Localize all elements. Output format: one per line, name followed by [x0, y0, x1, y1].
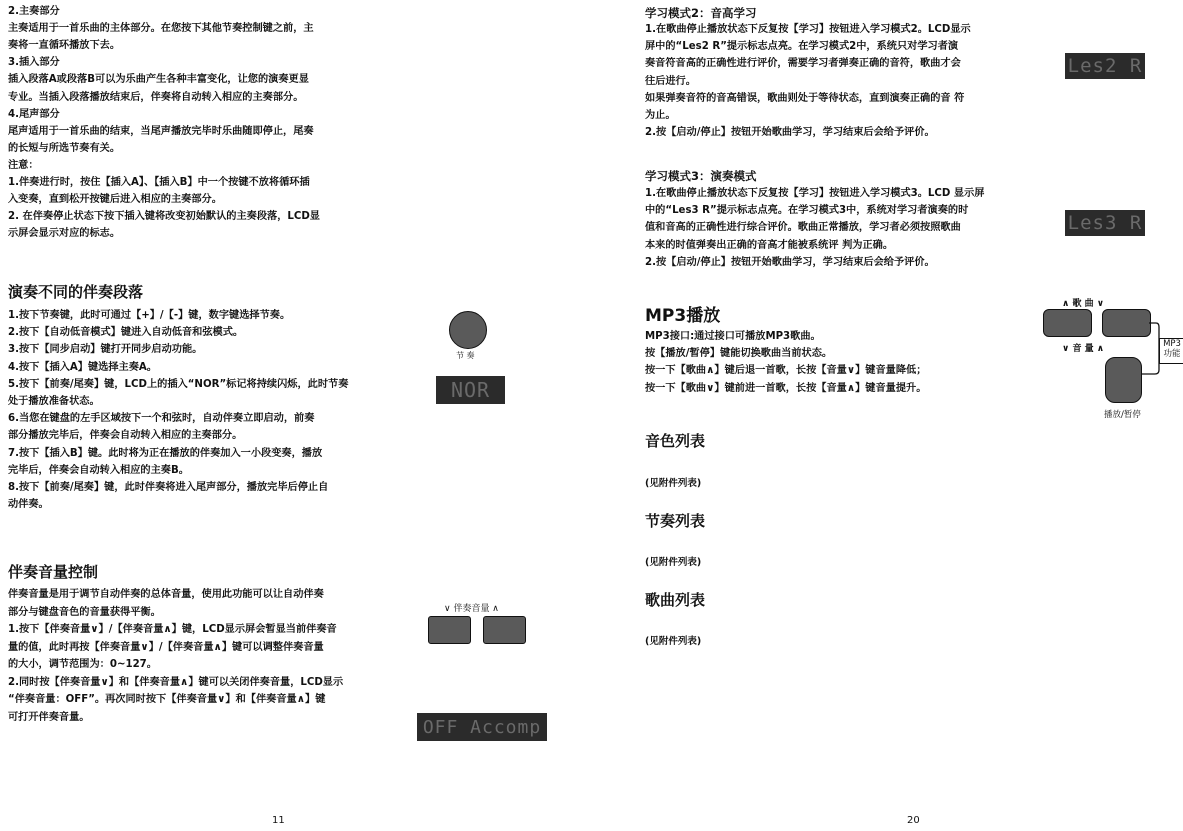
rhythm-list-note: (见附件列表) [645, 557, 702, 568]
play-pause-button[interactable] [1105, 357, 1142, 403]
lcd-les2-display: Les2 R [1065, 53, 1145, 79]
text-line: 中的“Les3 R”提示标志点亮。在学习模式3中，系统对学习者演奏的时 [645, 205, 969, 217]
song-list-title: 歌曲列表 [645, 591, 706, 609]
play-pause-label: 播放/暂停 [1104, 410, 1141, 420]
text-line: 动伴奏。 [8, 499, 49, 511]
text-line: 量的值，此时再按【伴奏音量∨】/【伴奏音量∧】键可以调整伴奏音量 [8, 641, 324, 653]
text-line: 2.按【启动/停止】按钮开始歌曲学习，学习结束后会给予评价。 [645, 127, 935, 139]
song-label: ∧ 歌 曲 ∨ [1062, 299, 1105, 309]
text-line: 伴奏音量是用于调节自动伴奏的总体音量，使用此功能可以让自动伴奏 [8, 589, 324, 600]
accomp-volume-label: ∨ 伴奏音量 ∧ [444, 604, 499, 614]
text-line: 5.按下【前奏/尾奏】键，LCD上的插入“NOR”标记将持续闪烁，此时节奏 [8, 378, 349, 390]
voice-list-title: 音色列表 [645, 432, 706, 450]
rhythm-button-label: 节 奏 [456, 351, 475, 360]
learning-mode-2-title: 学习模式2：音高学习 [645, 6, 757, 20]
text-line: 4.按下【插入A】键选择主奏A。 [8, 361, 157, 373]
text-line: 7.按下【插入B】键。此时将为正在播放的伴奏加入一小段变奏，播放 [8, 447, 323, 459]
learning-mode-3-title: 学习模式3：演奏模式 [645, 169, 757, 183]
text-line: 的长短与所选节奏有关。 [8, 142, 121, 154]
text-line: 6.当您在键盘的左手区域按下一个和弦时，自动伴奏立即启动，前奏 [8, 413, 315, 425]
text-line: 1.按下节奏键，此时可通过【+】/【-】键，数字键选择节奏。 [8, 310, 291, 321]
text-line: 2.按【启动/停止】按钮开始歌曲学习，学习结束后会给予评价。 [645, 256, 935, 268]
mp3-function-tag [1159, 338, 1183, 364]
text-line: 如果弹奏音符的音高错误，歌曲则处于等待状态，直到演奏正确的音 符 [645, 92, 965, 104]
text-line: 部分播放完毕后，伴奏会自动转入相应的主奏部分。 [8, 430, 243, 442]
text-line: 按一下【歌曲∨】键前进一首歌，长按【音量∧】键音量提升。 [645, 382, 927, 394]
text-line: 3.按下【同步启动】键打开同步启动功能。 [8, 344, 203, 356]
accomp-volume-down-button[interactable] [428, 616, 471, 644]
lcd-off-accomp-display: OFF Accomp [417, 713, 547, 741]
volume-label: ∨ 音 量 ∧ [1062, 344, 1105, 354]
text-line: 屏中的“Les2 R”提示标志点亮。在学习模式2中，系统只对学习者演 [645, 41, 959, 53]
text-line: 3.插入部分 [8, 57, 60, 69]
text-line: 专业。当插入段落播放结束后，伴奏将自动转入相应的主奏部分。 [8, 91, 304, 103]
text-line: MP3接口:通过接口可播放MP3歌曲。 [645, 331, 821, 342]
text-line: 奏将一直循环播放下去。 [8, 40, 121, 52]
text-line: 2.同时按【伴奏音量∨】和【伴奏音量∧】键可以关闭伴奏音量，LCD显示 [8, 676, 344, 688]
page-number-right: 20 [907, 815, 920, 826]
text-line: 处于播放准备状态。 [8, 396, 100, 407]
voice-list-note: (见附件列表) [645, 478, 702, 489]
text-line: 可打开伴奏音量。 [8, 711, 90, 723]
text-line: 按一下【歌曲∧】键后退一首歌，长按【音量∨】键音量降低； [645, 365, 927, 377]
text-line: 1.伴奏进行时，按住【插入A】、【插入B】中一个按键不放将循环插 [8, 177, 310, 188]
text-line: 的大小，调节范围为：0~127。 [8, 659, 157, 670]
text-line: 奏音符音高的正确性进行评价，需要学习者弹奏正确的音符，歌曲才会 [645, 58, 961, 70]
text-line: 往后进行。 [645, 75, 696, 87]
text-line: 部分与键盘音色的音量获得平衡。 [8, 606, 161, 618]
text-line: 尾声适用于一首乐曲的结束，当尾声播放完毕时乐曲随即停止，尾奏 [8, 125, 314, 137]
text-line: 完毕后，伴奏会自动转入相应的主奏B。 [8, 464, 189, 476]
section-title-accomp-volume: 伴奏音量控制 [8, 563, 99, 581]
text-line: 示屏会显示对应的标志。 [8, 228, 121, 240]
rhythm-list-title: 节奏列表 [645, 512, 706, 530]
text-line: 为止。 [645, 110, 676, 121]
song-list-note: (见附件列表) [645, 636, 702, 647]
text-line: 2. 在伴奏停止状态下按下插入键将改变初始默认的主奏段落，LCD显 [8, 211, 320, 223]
lcd-nor-display: NOR [436, 376, 505, 404]
mp3-tag-line1: MP3 [1163, 339, 1181, 349]
text-line: 8.按下【前奏/尾奏】键，此时伴奏将进入尾声部分，播放完毕后停止自 [8, 482, 329, 493]
text-line: 本来的时值弹奏出正确的音高才能被系统评 判为正确。 [645, 239, 894, 251]
text-line: 入变奏，直到松开按键后进入相应的主奏部分。 [8, 194, 222, 206]
text-line: 主奏适用于一首乐曲的主体部分。在您按下其他节奏控制键之前，主 [8, 23, 314, 35]
text-line: 1.按下【伴奏音量∨】/【伴奏音量∧】键，LCD显示屏会暂显当前伴奏音 [8, 624, 337, 635]
section-title-accomp-parts: 演奏不同的伴奏段落 [8, 283, 144, 301]
mp3-tag-line2: 功能 [1163, 349, 1181, 359]
text-line: “伴奏音量：OFF”。再次同时按下【伴奏音量∨】和【伴奏音量∧】键 [8, 694, 326, 705]
text-line: 插入段落A或段落B可以为乐曲产生各种丰富变化，让您的演奏更显 [8, 74, 309, 86]
mp3-title: MP3播放 [645, 306, 721, 326]
text-line: 2.按下【自动低音模式】键进入自动低音和弦模式。 [8, 327, 244, 339]
lcd-les3-display: Les3 R [1065, 210, 1145, 236]
text-line: 值和音高的正确性进行综合评价。歌曲正常播放，学习者必须按照歌曲 [645, 222, 961, 234]
text-line: 按【播放/暂停】键能切换歌曲当前状态。 [645, 348, 833, 360]
text-line: 1.在歌曲停止播放状态下反复按【学习】按钮进入学习模式3。LCD 显示屏 [645, 188, 985, 199]
text-line: 注意： [8, 159, 39, 171]
text-line: 1.在歌曲停止播放状态下反复按【学习】按钮进入学习模式2。LCD显示 [645, 24, 971, 35]
text-line: 2.主奏部分 [8, 6, 60, 17]
page-number-left: 11 [272, 815, 285, 826]
song-up-button[interactable] [1043, 309, 1092, 337]
text-line: 4.尾声部分 [8, 108, 60, 120]
rhythm-button[interactable] [449, 311, 487, 349]
accomp-volume-up-button[interactable] [483, 616, 526, 644]
